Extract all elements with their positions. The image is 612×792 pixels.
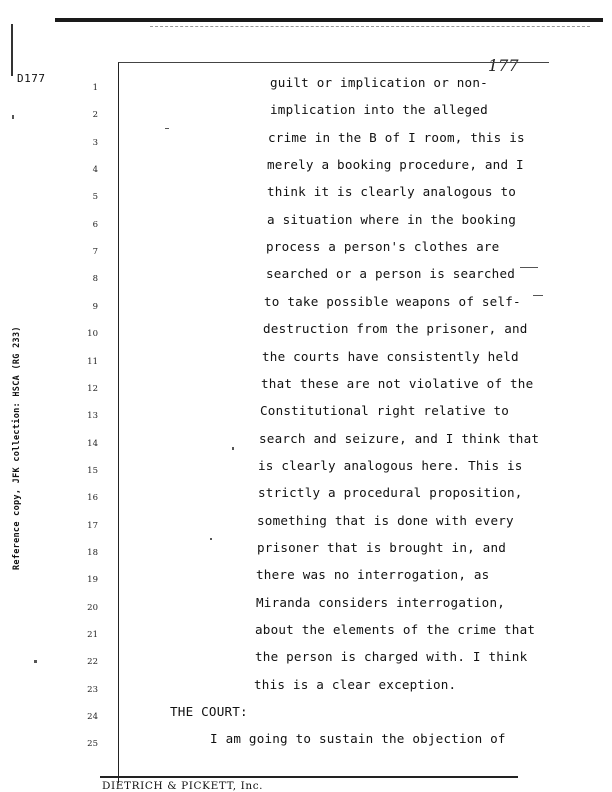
- line-number: 25: [87, 739, 98, 750]
- scan-speck: [533, 295, 543, 296]
- footer-reporter: DIETRICH & PICKETT, Inc.: [102, 780, 264, 792]
- line-number: 15: [87, 465, 98, 476]
- top-rule: [55, 18, 603, 22]
- line-number: 22: [87, 657, 98, 668]
- transcript-line: strictly a procedural proposition,: [258, 485, 523, 501]
- line-number: 13: [87, 411, 98, 422]
- line-number: 5: [92, 192, 98, 203]
- transcript-line: destruction from the prisoner, and: [263, 321, 528, 337]
- scan-speck: [165, 128, 169, 129]
- line-number: 10: [87, 329, 98, 340]
- line-number: 12: [87, 383, 98, 394]
- transcript-line: Constitutional right relative to: [260, 403, 510, 419]
- line-number: 20: [87, 602, 98, 613]
- line-number: 24: [87, 712, 98, 723]
- transcript-line: searched or a person is searched: [266, 266, 516, 282]
- transcript-line: the person is charged with. I think: [255, 649, 528, 665]
- transcript-line: this is a clear exception.: [254, 676, 457, 692]
- transcript-line: is clearly analogous here. This is: [258, 457, 523, 473]
- transcript-line: I am going to sustain the objection of: [210, 731, 506, 747]
- line-number: 6: [92, 219, 98, 230]
- transcript-line: there was no interrogation, as: [256, 567, 490, 583]
- transcript-line: prisoner that is brought in, and: [257, 539, 507, 555]
- line-number: 8: [92, 274, 98, 285]
- transcript-line: think it is clearly analogous to: [267, 184, 517, 200]
- line-number: 16: [87, 493, 98, 504]
- page-number: 177: [488, 56, 519, 75]
- frame-bottom-rule: [100, 776, 518, 778]
- transcript-line: about the elements of the crime that: [255, 622, 536, 637]
- transcript-line: the courts have consistently held: [262, 348, 519, 364]
- scan-speck: [12, 115, 14, 119]
- transcript-line: to take possible weapons of self-: [264, 293, 521, 309]
- scan-speck: [520, 267, 538, 268]
- transcript-line: a situation where in the booking: [267, 211, 517, 227]
- transcript-line: search and seizure, and I think that: [259, 430, 540, 446]
- line-number: 2: [92, 110, 98, 121]
- line-number: 14: [87, 438, 98, 449]
- transcript-line: something that is done with every: [257, 512, 514, 528]
- line-number: 9: [92, 301, 98, 312]
- transcript-line: merely a booking procedure, and I: [267, 157, 524, 173]
- transcript-line: Miranda considers interrogation,: [256, 594, 506, 610]
- left-margin-mark: [11, 24, 13, 76]
- side-caption: Reference copy, JFK collection: HSCA (RG 233): [12, 326, 22, 570]
- transcript-line: implication into the alleged: [270, 102, 488, 118]
- line-number: 11: [87, 356, 98, 367]
- scan-speckle-line: [150, 26, 590, 28]
- scan-speck: [34, 660, 37, 663]
- scan-speck: [210, 538, 212, 540]
- line-number: 23: [87, 684, 98, 695]
- transcript-line: that these are not violative of the: [261, 375, 534, 391]
- line-number: 18: [87, 547, 98, 558]
- transcript-line: crime in the B of I room, this is: [268, 129, 525, 145]
- line-number: 7: [92, 247, 98, 258]
- speaker-label: THE COURT:: [170, 704, 248, 720]
- scan-speck: [232, 447, 234, 450]
- line-number: 4: [92, 165, 98, 176]
- line-number: 1: [92, 83, 98, 93]
- document-id: D177: [17, 72, 46, 85]
- line-number: 3: [92, 137, 98, 148]
- line-number: 17: [87, 520, 98, 531]
- line-number: 21: [87, 630, 98, 640]
- line-number: 19: [87, 575, 98, 586]
- transcript-line: guilt or implication or non-: [270, 75, 488, 90]
- transcript-line: process a person's clothes are: [266, 239, 500, 255]
